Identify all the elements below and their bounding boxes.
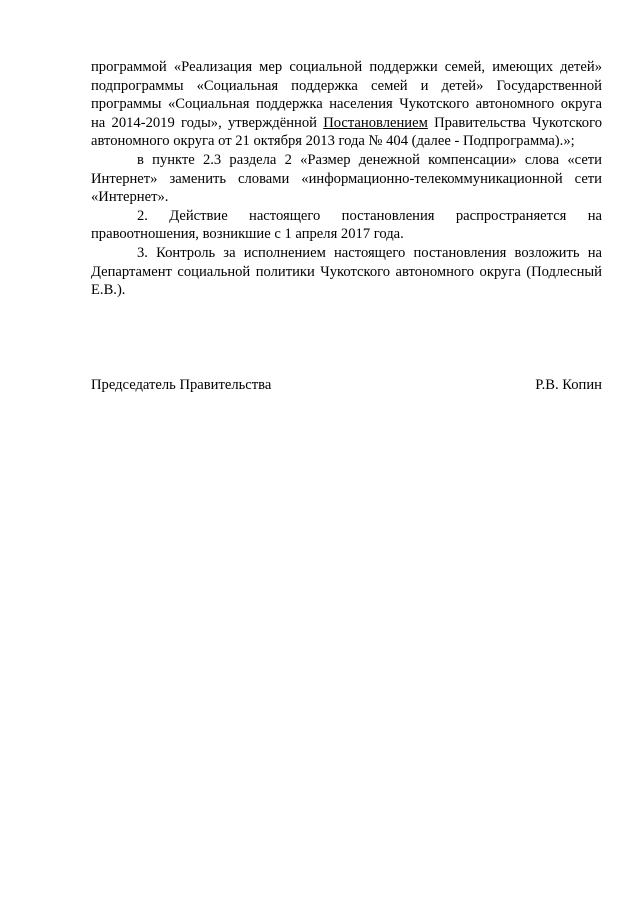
paragraph-control: 3. Контроль за исполнением настоящего постановления возложить на Департамент социальной политики Чукотского автономного округа (Подлесный Е.В.). bbox=[91, 244, 602, 299]
signature-position: Председатель Правительства bbox=[91, 377, 272, 393]
paragraph-internet-amendment: в пункте 2.3 раздела 2 «Размер денежной компенсации» слова «сети Интернет» заменить словами «информационно-телекоммуникационной сети «Интернет». bbox=[91, 151, 602, 206]
document-body bbox=[91, 58, 602, 300]
paragraph-text: Правительства Чукотского автономного округа от 21 октября 2013 года № 404 (далее - Подпрограмма).»; bbox=[91, 114, 602, 150]
paragraph-effective-date: 2. Действие настоящего постановления распространяется на правоотношения, возникшие с 1 апреля 2017 года. bbox=[91, 207, 602, 243]
signature-block bbox=[91, 376, 602, 395]
resolution-link[interactable]: Постановлением bbox=[323, 114, 428, 131]
signature-name: Р.В. Копин bbox=[535, 377, 602, 393]
paragraph-text: программой «Реализация мер социальной поддержки семей, имеющих детей» подпрограммы «Социальная поддержка семей и детей» Государственной программы «Социальная поддержка населения Чукотского автономного округа на 2014-2019 годы», утверждённой bbox=[91, 59, 602, 131]
paragraph-subprogram-reference bbox=[91, 58, 602, 151]
